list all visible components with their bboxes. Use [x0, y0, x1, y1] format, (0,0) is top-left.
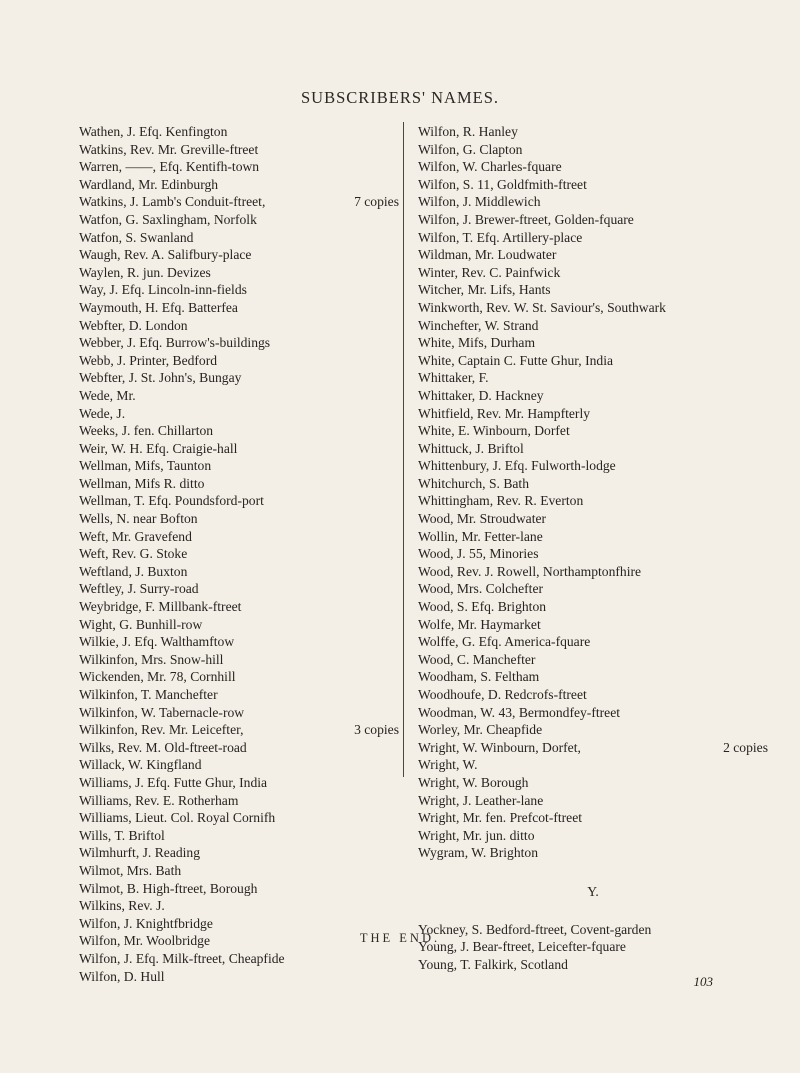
column-divider: [403, 122, 404, 777]
subscriber-entry: [418, 844, 768, 862]
subscriber-entry: [79, 739, 399, 757]
subscriber-entry: [418, 299, 768, 317]
subscriber-name: Williams, Lieut. Col. Royal Cornifh: [79, 810, 276, 826]
subscriber-name: Williams, Rev. E. Rotherham: [79, 792, 239, 808]
subscriber-entry: [418, 616, 768, 634]
subscriber-entry: [418, 598, 768, 616]
subscriber-name: Whittingham, Rev. R. Everton: [418, 493, 584, 509]
subscriber-name: White, E. Winbourn, Dorfet: [418, 423, 570, 439]
subscriber-entry: [418, 827, 768, 845]
subscriber-entry: [418, 809, 768, 827]
subscriber-entry: [79, 299, 399, 317]
subscriber-name: Warren, ——, Efq. Kentifh-town: [79, 159, 260, 175]
subscriber-entry: [418, 580, 768, 598]
subscriber-name: Wickenden, Mr. 78, Cornhill: [79, 669, 236, 685]
subscriber-entry: [418, 739, 768, 757]
subscriber-name: Wilfon, J. Efq. Milk-ftreet, Cheapfide: [79, 950, 285, 966]
subscriber-entry: [418, 317, 768, 335]
subscriber-entry: [79, 510, 399, 528]
left-column: [79, 123, 399, 985]
subscriber-entry: [418, 475, 768, 493]
subscriber-name: Wilfon, W. Charles-fquare: [418, 159, 562, 175]
subscriber-entry: [79, 281, 399, 299]
subscriber-entry: [418, 141, 768, 159]
subscriber-entry: [79, 880, 399, 898]
subscriber-name: Wygram, W. Brighton: [418, 845, 539, 861]
subscriber-name: Wood, J. 55, Minories: [418, 546, 539, 562]
subscriber-name: Wathen, J. Efq. Kenfington: [79, 124, 228, 139]
subscriber-name: Watfon, G. Saxlingham, Norfolk: [79, 211, 257, 227]
subscriber-name: Wilfon, J. Knightfbridge: [79, 915, 213, 931]
subscriber-entry: [79, 915, 399, 933]
subscriber-name: Weft, Rev. G. Stoke: [79, 546, 188, 562]
subscriber-name: Wright, J. Leather-lane: [418, 792, 544, 808]
subscriber-entry: [79, 545, 399, 563]
subscriber-entry: [79, 176, 399, 194]
subscriber-entry: [79, 809, 399, 827]
subscriber-name: Wilkinfon, Mrs. Snow-hill: [79, 651, 224, 667]
subscriber-name: Willack, W. Kingfland: [79, 757, 202, 773]
subscriber-entry: [79, 528, 399, 546]
subscriber-entry: [79, 141, 399, 159]
subscriber-entry: [418, 792, 768, 810]
subscriber-name: Wood, Mr. Stroudwater: [418, 511, 547, 527]
right-column: [418, 123, 768, 991]
subscriber-name: Winkworth, Rev. W. St. Saviour's, Southwark: [418, 299, 666, 315]
subscriber-name: Weft, Mr. Gravefend: [79, 528, 192, 544]
subscriber-entry: [418, 264, 768, 282]
subscriber-entry: [418, 123, 768, 141]
subscriber-entry: [79, 229, 399, 247]
subscriber-name: Wilfon, J. Middlewich: [418, 194, 541, 210]
subscriber-name: Watfon, S. Swanland: [79, 229, 194, 245]
subscriber-name: Winchefter, W. Strand: [418, 317, 539, 333]
subscriber-name: Wellman, T. Efq. Poundsford-port: [79, 493, 264, 509]
subscriber-name: Wolfe, Mr. Haymarket: [418, 616, 541, 632]
subscriber-entry: [418, 387, 768, 405]
subscriber-name: White, Captain C. Futte Ghur, India: [418, 352, 614, 368]
subscriber-entry: [79, 651, 399, 669]
subscriber-name: Wright, W.: [418, 757, 478, 773]
subscriber-name: Wilfon, J. Brewer-ftreet, Golden-fquare: [418, 211, 634, 227]
subscriber-entry: [79, 457, 399, 475]
subscriber-name: Weftland, J. Buxton: [79, 563, 188, 579]
subscriber-name: Young, J. Bear-ftreet, Leicefter-fquare: [418, 939, 626, 955]
subscriber-name: Worley, Mr. Cheapfide: [418, 722, 543, 738]
subscriber-entry: [79, 317, 399, 335]
subscriber-entry: [418, 369, 768, 387]
subscriber-entry: [418, 492, 768, 510]
subscriber-name: Wollin, Mr. Fetter-lane: [418, 528, 543, 544]
subscriber-name: Wilkinfon, T. Manchefter: [79, 687, 218, 702]
subscriber-name: Watkins, Rev. Mr. Greville-ftreet: [79, 141, 259, 157]
subscriber-entry: [418, 440, 768, 458]
subscriber-entry: [79, 686, 399, 704]
subscriber-name: Waugh, Rev. A. Salifbury-place: [79, 247, 252, 263]
subscriber-entry: [418, 176, 768, 194]
subscriber-entry: [418, 756, 768, 774]
subscriber-entry: [79, 827, 399, 845]
subscriber-entry: [79, 475, 399, 493]
subscriber-name: Wilkinfon, W. Tabernacle-row: [79, 704, 245, 720]
subscriber-entry: [418, 528, 768, 546]
subscriber-entry: [418, 651, 768, 669]
subscriber-entry: [418, 956, 768, 974]
subscriber-entry: [418, 704, 768, 722]
subscriber-entry: [79, 598, 399, 616]
subscriber-name: Way, J. Efq. Lincoln-inn-fields: [79, 282, 247, 298]
subscriber-name: Wood, C. Manchefter: [418, 651, 536, 667]
copies-note: 2 copies: [723, 739, 768, 755]
subscriber-entry: [418, 721, 768, 739]
subscriber-name: Wilfon, G. Clapton: [418, 141, 523, 157]
section-letter: Y.: [587, 883, 599, 899]
subscriber-entry: [418, 633, 768, 651]
subscriber-entry: [418, 422, 768, 440]
subscriber-entry: [418, 158, 768, 176]
subscriber-name: Weybridge, F. Millbank-ftreet: [79, 599, 242, 615]
subscriber-entry: [79, 633, 399, 651]
subscriber-entry: [418, 211, 768, 229]
subscriber-entry: [79, 264, 399, 282]
subscriber-entry: [79, 668, 399, 686]
subscriber-entry: [79, 862, 399, 880]
subscriber-name: Wilkinfon, Rev. Mr. Leicefter,: [79, 722, 244, 738]
subscriber-name: Wilmot, B. High-ftreet, Borough: [79, 880, 258, 896]
footer-the-end: THE END.: [359, 931, 441, 945]
subscriber-entry: [79, 792, 399, 810]
subscriber-name: Wright, Mr. jun. ditto: [418, 827, 535, 843]
subscriber-name: Witcher, Mr. Lifs, Hants: [418, 282, 551, 298]
subscriber-name: Wilfon, D. Hull: [79, 968, 165, 984]
subscriber-entry: [79, 968, 399, 986]
subscriber-name: Wight, G. Bunhill-row: [79, 616, 203, 632]
subscriber-entry: [79, 897, 399, 915]
subscriber-name: Wellman, Mifs, Taunton: [79, 458, 212, 474]
subscriber-entry: [79, 844, 399, 862]
subscriber-entry: [79, 334, 399, 352]
subscriber-name: Williams, J. Efq. Futte Ghur, India: [79, 774, 268, 790]
subscriber-name: Woodman, W. 43, Bermondfey-ftreet: [418, 704, 621, 720]
subscriber-entry: [79, 352, 399, 370]
subscriber-entry: [418, 334, 768, 352]
subscriber-name: Wildman, Mr. Loudwater: [418, 247, 557, 263]
subscriber-name: Waymouth, H. Efq. Batterfea: [79, 299, 238, 315]
subscriber-name: Wills, T. Briftol: [79, 827, 165, 843]
subscriber-entry: [418, 686, 768, 704]
subscriber-entry: [418, 457, 768, 475]
subscriber-name: Young, T. Falkirk, Scotland: [418, 956, 568, 972]
subscriber-entry: [418, 563, 768, 581]
subscriber-entry: [79, 950, 399, 968]
subscriber-name: Wilkins, Rev. J.: [79, 898, 165, 914]
page-number: 103: [693, 974, 713, 990]
subscriber-name: Wede, Mr.: [79, 387, 136, 403]
subscriber-name: Webb, J. Printer, Bedford: [79, 352, 218, 368]
subscriber-entry: [79, 440, 399, 458]
subscriber-name: Whitchurch, S. Bath: [418, 475, 529, 491]
subscriber-name: Wilfon, S. 11, Goldfmith-ftreet: [418, 176, 587, 192]
subscriber-name: Whittuck, J. Briftol: [418, 440, 524, 456]
subscriber-name: Whittaker, D. Hackney: [418, 387, 544, 403]
subscriber-name: Wright, W. Borough: [418, 774, 529, 790]
subscriber-name: Wells, N. near Bofton: [79, 511, 198, 527]
subscriber-entry: [79, 704, 399, 722]
subscriber-name: Wilkie, J. Efq. Walthamftow: [79, 634, 235, 650]
subscriber-entry: [79, 721, 399, 739]
subscriber-name: Wellman, Mifs R. ditto: [79, 475, 205, 491]
subscriber-name: Wilfon, T. Efq. Artillery-place: [418, 229, 583, 245]
subscriber-entry: [79, 616, 399, 634]
subscriber-entry: [79, 193, 399, 211]
subscriber-name: Winter, Rev. C. Painfwick: [418, 264, 561, 280]
page-header: SUBSCRIBERS' NAMES.: [300, 88, 500, 107]
subscriber-name: Webfter, D. London: [79, 317, 188, 333]
subscriber-name: Woodhoufe, D. Redcrofs-ftreet: [418, 687, 587, 702]
subscriber-name: Wright, W. Winbourn, Dorfet,: [418, 739, 581, 755]
subscriber-name: Watkins, J. Lamb's Conduit-ftreet,: [79, 194, 266, 210]
subscriber-name: Wilfon, Mr. Woolbridge: [79, 933, 211, 949]
subscriber-name: Wardland, Mr. Edinburgh: [79, 176, 219, 192]
copies-note: 3 copies: [354, 722, 399, 738]
subscriber-name: Wood, S. Efq. Brighton: [418, 599, 547, 615]
subscriber-name: Wilmhurft, J. Reading: [79, 845, 201, 861]
subscriber-name: Waylen, R. jun. Devizes: [79, 264, 211, 280]
subscriber-entry: [79, 387, 399, 405]
subscriber-entry: [79, 405, 399, 423]
copies-note: 7 copies: [354, 194, 399, 210]
subscriber-name: Wright, Mr. fen. Prefcot-ftreet: [418, 810, 583, 826]
subscriber-name: Webfter, J. St. John's, Bungay: [79, 370, 242, 386]
subscriber-name: Wood, Mrs. Colchefter: [418, 581, 543, 597]
subscriber-entry: [418, 510, 768, 528]
subscriber-name: Wede, J.: [79, 405, 126, 421]
subscriber-name: Weftley, J. Surry-road: [79, 581, 199, 597]
subscriber-name: Wood, Rev. J. Rowell, Northamptonfhire: [418, 563, 642, 579]
subscriber-name: Woodham, S. Feltham: [418, 669, 540, 685]
subscriber-name: Whittaker, F.: [418, 370, 489, 386]
subscriber-entry: [79, 246, 399, 264]
subscriber-name: Webber, J. Efq. Burrow's-buildings: [79, 335, 271, 351]
subscriber-entry: [79, 211, 399, 229]
subscriber-name: Whittenbury, J. Efq. Fulworth-lodge: [418, 458, 616, 474]
subscriber-name: Wilfon, R. Hanley: [418, 124, 518, 139]
subscriber-name: Wolffe, G. Efq. America-fquare: [418, 634, 591, 650]
subscriber-entry: [418, 193, 768, 211]
subscriber-name: Whitfield, Rev. Mr. Hampfterly: [418, 405, 591, 421]
subscriber-entry: [418, 545, 768, 563]
subscriber-entry: [79, 422, 399, 440]
subscriber-entry: [79, 492, 399, 510]
subscriber-name: Weir, W. H. Efq. Craigie-hall: [79, 440, 238, 456]
subscriber-entry: [79, 158, 399, 176]
subscriber-entry: [79, 369, 399, 387]
subscriber-name: Wilmot, Mrs. Bath: [79, 862, 182, 878]
subscriber-entry: [418, 668, 768, 686]
subscriber-name: Weeks, J. fen. Chillarton: [79, 423, 214, 439]
subscriber-name: Wilks, Rev. M. Old-ftreet-road: [79, 739, 247, 755]
subscriber-entry: [418, 774, 768, 792]
subscriber-entry: [418, 281, 768, 299]
subscriber-entry: [79, 580, 399, 598]
subscriber-entry: [418, 352, 768, 370]
subscriber-entry: [79, 774, 399, 792]
subscriber-entry: [79, 563, 399, 581]
subscriber-entry: [418, 246, 768, 264]
subscriber-entry: [418, 229, 768, 247]
subscriber-entry: [79, 756, 399, 774]
subscriber-entry: [418, 405, 768, 423]
subscriber-name: White, Mifs, Durham: [418, 335, 536, 351]
subscriber-entry: [79, 123, 399, 141]
subscriber-name: Yockney, S. Bedford-ftreet, Covent-garden: [418, 921, 652, 937]
